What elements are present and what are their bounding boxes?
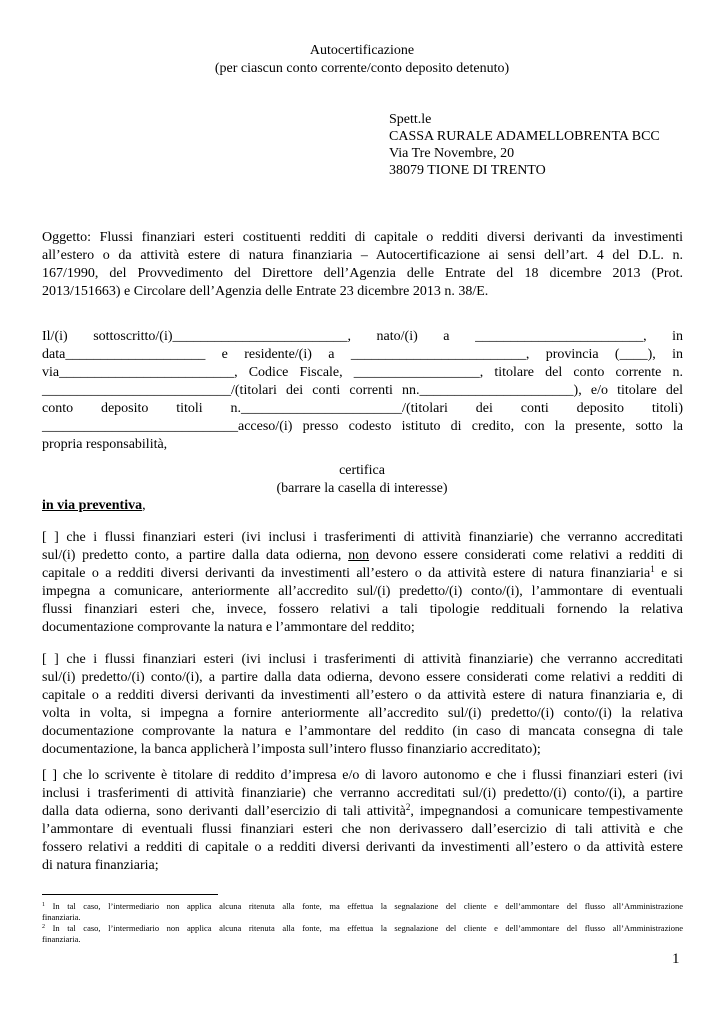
certifica-heading: certifica — [339, 463, 385, 478]
option-3-paragraph — [42, 767, 683, 875]
footnote-1: $^1$ In tal caso, l’intermediario non applica alcuna ritenuta alla fonte, ma effettua la segnalazione del cliente e dell’ammontare del flusso all’Amministrazione finanziaria. — [42, 901, 683, 922]
option-2-line: capitale o a redditi diversi derivanti da investimenti all’estero o da attività estere di natura finanziaria e, di — [42, 688, 683, 703]
option-3-line: di natura finanziaria; — [42, 858, 159, 873]
option-1-line: impegna a comunicare, anteriormente all’accredito sul/(i) predetto/(i) conto/(i), l’ammontare di eventuali — [42, 584, 683, 599]
preventiva-label: in via preventiva, — [42, 498, 146, 513]
subject-paragraph — [42, 229, 683, 301]
declarant-line: Il/(i) sottoscritto/(i)_________________________, nato/(i) a ________________________, in — [42, 329, 683, 344]
subject-line: Oggetto: Flussi finanziari esteri costituenti redditi di capitale o redditi diversi derivanti da investimenti — [42, 230, 683, 245]
declarant-line: conto deposito titoli n._______________________/(titolari dei conti deposito titoli) — [42, 401, 683, 416]
footnote-separator — [42, 894, 218, 895]
declarant-line: propria responsabilità, — [42, 437, 168, 452]
option-1-line: [ ] che i flussi finanziari esteri (ivi inclusi i trasferimenti di attività finanziarie) che verranno accreditati — [42, 530, 683, 545]
option-1-paragraph — [42, 529, 683, 637]
option-1-line: capitale o a redditi diversi derivanti da investimenti all’estero o da attività estere di natura finanziaria$^1$ e si — [42, 564, 683, 581]
option-2-line: sul/(i) predetto/(i) conto/(i), a partire dalla data odierna, devono essere considerati come relativi a redditi di — [42, 670, 683, 685]
option-2-line: documentazione, la banca applicherà l’imposta sull’intero flusso finanziario accreditato); — [42, 742, 541, 757]
declarant-paragraph — [42, 328, 683, 454]
recipient-bank: CASSA RURALE ADAMELLOBRENTA BCC — [389, 129, 660, 144]
preventiva-text: in via preventiva — [42, 498, 143, 513]
option-1-line: flussi finanziari esteri che, invece, fossero relativi a tali tipologie reddituali fornendo la relativa — [42, 602, 683, 617]
non-emphasis: non — [348, 548, 370, 563]
recipient-salutation: Spett.le — [389, 112, 432, 127]
option-2-line: [ ] che i flussi finanziari esteri (ivi inclusi i trasferimenti di attività finanziarie) che verranno accreditati — [42, 652, 683, 667]
subject-line: 167/1990, del Provvedimento del Direttore dell’Agenzia delle Entrate del 18 dicembre 2013 (Prot. — [42, 266, 683, 281]
declarant-line: ___________________________/(titolari dei conti correnti nn.______________________), e/o titolare del — [42, 383, 683, 398]
option-2-line: volta in volta, si impegna a fornire anteriormente all’accredito sul/(i) predetto/(i) conto/(i) la relativa — [42, 706, 683, 721]
recipient-street: Via Tre Novembre, 20 — [389, 146, 515, 161]
page-number: 1 — [672, 951, 680, 967]
certifica-note: (barrare la casella di interesse) — [276, 481, 448, 496]
footnote-ref-1[interactable]: 1 — [650, 564, 655, 574]
declarant-line: data____________________ e residente/(i) a _________________________, provincia (____), in — [42, 347, 683, 362]
option-1-line: documentazione comprovante la natura e l’ammontare del reddito; — [42, 620, 415, 635]
subject-line: all’estero o da attività estere di natura finanziaria – Autocertificazione ai sensi dell’art. 4 del D.L. n. — [42, 248, 683, 263]
option-3-line: fossero relativi a redditi di capitale o a redditi diversi derivanti da investimenti all’estero o da attività estere — [42, 840, 683, 855]
footnote-2: $^2$ In tal caso, l’intermediario non applica alcuna ritenuta alla fonte, ma effettua la segnalazione del cliente e dell’ammontare del flusso all’Amministrazione finanziaria. — [42, 923, 683, 944]
option-3-line: l’ammontare di eventuali flussi finanziari esteri che non derivassero dall’esercizio di tali attività e che — [42, 822, 683, 837]
subject-line: 2013/151663) e Circolare dell’Agenzia delle Entrate 23 dicembre 2013 n. 38/E. — [42, 284, 489, 299]
declarant-line: ____________________________acceso/(i) presso codesto istituto di credito, con la presente, sotto la — [42, 419, 683, 434]
declarant-line: via_________________________, Codice Fiscale, __________________, titolare del conto corrente n. — [42, 365, 683, 380]
option-1-line: sul/(i) predetto conto, a partire dalla data odierna, non devono essere considerati come relativi a redditi di — [42, 548, 683, 563]
document-title: Autocertificazione — [309, 43, 415, 58]
option-3-line: [ ] che lo scrivente è titolare di reddito d’impresa e/o di lavoro autonomo e che i flussi finanziari esteri (ivi — [42, 768, 683, 783]
footnote-ref-2[interactable]: 2 — [405, 802, 411, 812]
option-2-paragraph — [42, 651, 683, 759]
recipient-city: 38079 TIONE DI TRENTO — [389, 163, 546, 178]
option-3-line: dalla data odierna, sono derivanti dall’esercizio di tali attività$^2$, impegnandosi a comunicare tempestivamente — [42, 802, 683, 819]
option-3-line: inclusi i trasferimenti di attività finanziarie) che verranno accreditati sul/(i) predetto/(i) conto/(i), a partire — [42, 786, 683, 801]
option-2-line: documentazione comprovante la natura e l’ammontare del reddito (in caso di mancata consegna di tale — [42, 724, 683, 739]
document-subtitle: (per ciascun conto corrente/conto deposito detenuto) — [214, 61, 510, 76]
